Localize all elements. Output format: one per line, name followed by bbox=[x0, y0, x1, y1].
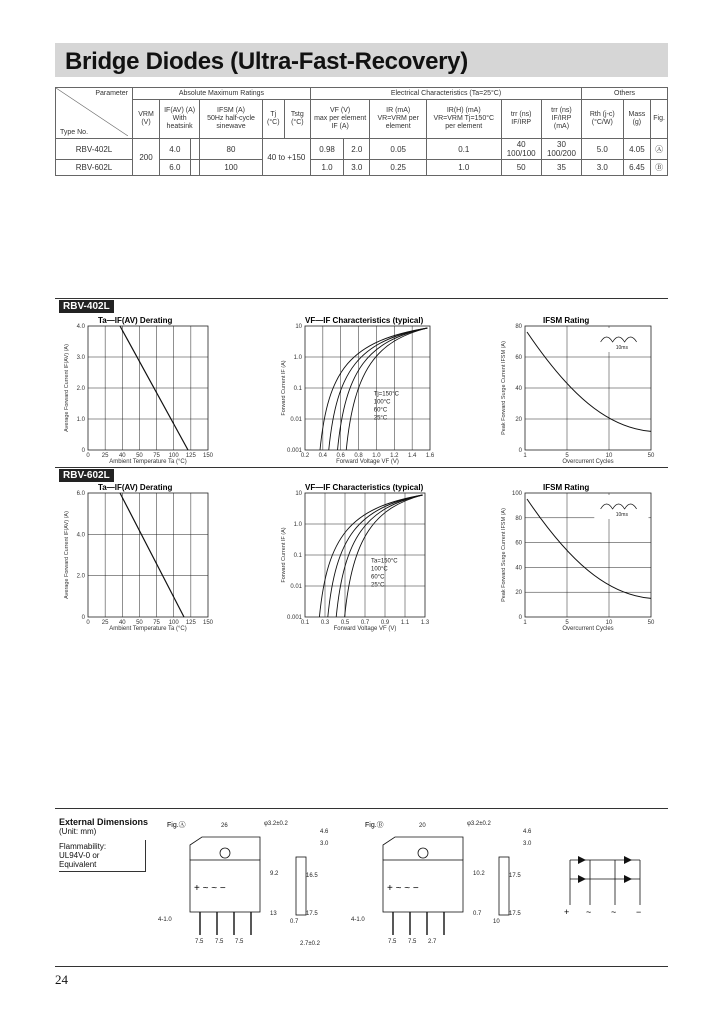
temp-shared: 40 to +150 bbox=[262, 139, 310, 176]
dimension-label: 17.5 bbox=[509, 873, 521, 879]
dimension-label: 7.5 bbox=[408, 939, 417, 945]
y-tick-label: 10 bbox=[295, 491, 302, 497]
chart-4 bbox=[281, 483, 430, 632]
col-rth: Rth (j-c) (°C/W) bbox=[582, 100, 623, 139]
inset-label: 10ms bbox=[615, 345, 628, 351]
x-tick-label: 0.9 bbox=[380, 620, 390, 626]
y-tick-label: 6.0 bbox=[76, 491, 85, 497]
chart-0 bbox=[64, 316, 214, 465]
diode-symbol bbox=[578, 856, 586, 864]
ext-title: External Dimensions bbox=[59, 817, 149, 827]
col-fig: Fig. bbox=[651, 100, 668, 139]
vf-curve bbox=[338, 328, 428, 450]
x-axis-label: Overcurrent Cycles bbox=[562, 626, 614, 632]
y-tick-label: 3.0 bbox=[76, 355, 85, 361]
x-tick-label: 0.3 bbox=[320, 620, 330, 626]
x-axis-label: Forward Voltage VF (V) bbox=[336, 459, 399, 465]
x-tick-label: 1.0 bbox=[372, 453, 381, 459]
side-view bbox=[499, 857, 509, 915]
dimension-label: 13 bbox=[270, 911, 277, 917]
group-others: Others bbox=[582, 88, 668, 100]
y-tick-label: 60 bbox=[515, 355, 522, 361]
x-tick-label: 0.8 bbox=[354, 453, 363, 459]
row-type: RBV-402L bbox=[56, 139, 133, 160]
chart-title: VF—IF Characteristics (typical) bbox=[305, 483, 424, 492]
col-ir: IR (mA) VR=VRM per element bbox=[370, 100, 427, 139]
y-axis-label: Peak Forward Surge Current IFSM (A) bbox=[501, 341, 507, 435]
chart-title: IFSM Rating bbox=[543, 483, 590, 492]
y-axis-label: Average Forward Current IF(AV) (A) bbox=[64, 511, 70, 599]
x-tick-label: 150 bbox=[202, 620, 214, 626]
x-tick-label: 10 bbox=[605, 453, 613, 459]
col-ifsm: IFSM (A) 50Hz half-cycle sinewave bbox=[200, 100, 263, 139]
terminal-ac2: ~ bbox=[611, 907, 617, 917]
polarity-label: + ~ ~ − bbox=[194, 883, 226, 894]
y-tick-label: 60 bbox=[515, 540, 522, 547]
x-tick-label: 100 bbox=[168, 453, 179, 459]
title-bar bbox=[55, 43, 668, 77]
y-tick-label: 100 bbox=[511, 491, 522, 497]
y-tick-label: 1.0 bbox=[76, 417, 85, 423]
y-tick-label: 1.0 bbox=[293, 355, 302, 361]
ext-unit: (Unit: mm) bbox=[59, 827, 97, 836]
side-view bbox=[296, 857, 306, 915]
x-axis-label: Ambient Temperature Ta (°C) bbox=[109, 459, 187, 465]
derating-line bbox=[120, 493, 184, 617]
col-trr2: trr (ns) IF/IRP (mA) bbox=[541, 100, 581, 139]
x-tick-label: 50 bbox=[136, 620, 143, 626]
x-tick-label: 75 bbox=[153, 453, 160, 459]
chart-5 bbox=[501, 483, 655, 632]
package-top bbox=[190, 837, 260, 860]
vf-curve bbox=[320, 328, 428, 450]
col-mass: Mass (g) bbox=[623, 100, 651, 139]
legend-label: Ta=150°C bbox=[371, 558, 398, 565]
x-tick-label: 40 bbox=[118, 620, 126, 626]
x-tick-label: 0.5 bbox=[340, 620, 350, 626]
terminal-minus: − bbox=[636, 907, 642, 917]
y-tick-label: 80 bbox=[515, 324, 522, 330]
col-tj: Tj (°C) bbox=[262, 100, 284, 139]
dimension-label: 4.6 bbox=[320, 829, 329, 835]
dimension-label: 2.7 bbox=[428, 939, 437, 945]
vf-curve bbox=[329, 328, 428, 450]
x-tick-label: 1.3 bbox=[420, 620, 430, 626]
legend-label: 25°C bbox=[373, 415, 388, 422]
y-axis-label: Forward Current IF (A) bbox=[281, 360, 287, 416]
col-trr: trr (ns) IF/IRP bbox=[501, 100, 541, 139]
chart-title: Ta—IF(AV) Derating bbox=[98, 316, 173, 325]
col-tstg: Tstg (°C) bbox=[284, 100, 310, 139]
dimension-label: 4-1.0 bbox=[158, 917, 172, 923]
dimension-label: 0.7 bbox=[473, 911, 482, 917]
trr-cell: 40 100/100 bbox=[501, 139, 541, 160]
dimension-label: 2.7±0.2 bbox=[300, 941, 320, 947]
col-vrm: VRM (V) bbox=[133, 100, 160, 139]
y-tick-label: 0.001 bbox=[286, 615, 302, 621]
x-tick-label: 0.7 bbox=[360, 620, 370, 626]
dimension-label: 9.2 bbox=[270, 871, 279, 877]
x-tick-label: 0 bbox=[86, 620, 90, 626]
x-tick-label: 40 bbox=[118, 453, 126, 459]
trr2-cell: 30 100/200 bbox=[541, 139, 581, 160]
group-abs: Absolute Maximum Ratings bbox=[133, 88, 311, 100]
y-tick-label: 40 bbox=[515, 565, 522, 572]
x-tick-label: 0 bbox=[86, 453, 90, 459]
row-type: RBV-602L bbox=[56, 160, 133, 176]
x-tick-label: 100 bbox=[168, 620, 179, 626]
y-tick-label: 0.001 bbox=[286, 448, 302, 454]
package-outline bbox=[351, 821, 532, 945]
y-tick-label: 20 bbox=[515, 417, 522, 423]
section-rule-3 bbox=[55, 808, 668, 809]
mounting-hole bbox=[418, 848, 428, 858]
x-tick-label: 1.6 bbox=[425, 453, 435, 459]
x-tick-label: 1 bbox=[523, 620, 527, 626]
ext-flammability: Flammability: bbox=[59, 842, 107, 851]
x-tick-label: 5 bbox=[565, 620, 569, 626]
section-label-402: RBV-402L bbox=[59, 300, 114, 313]
dimension-label: 10.2 bbox=[473, 871, 485, 877]
legend-label: 25°C bbox=[371, 582, 385, 589]
x-tick-label: 1.1 bbox=[400, 620, 410, 626]
inset-label: 10ms bbox=[615, 512, 628, 518]
vf-curve bbox=[328, 495, 423, 617]
y-tick-label: 0 bbox=[81, 615, 85, 621]
spec-table: Parameter Type No. Absolute Maximum Ratings Electrical Characteristics (Ta=25°C) Others VRM (V) IF(AV) (A) With heatsink IFSM (A) 50Hz half-cycle sinewave Tj (°C) Tstg (°C) VF (V) max per element IF (A) IR (mA) VR=VRM per element IR(H) (mA) VR=VRM Tj=150°C per element trr (ns) IF/IRP trr (ns) IF/IRP (mA) Rth (j-c) (°C/W) Mass (g) Fig. RBV-402L 200 4.0 80 40 to +150 0.98 2.0 0.05 0.1 40 100/100 30 100/200 5.0 4.05 Ⓐ RBV-602L 6.0 100 1.0 3.0 0.25 1.0 50 35 3.0 6.45 Ⓑ bbox=[55, 87, 668, 176]
y-tick-label: 0.1 bbox=[293, 386, 302, 392]
y-tick-label: 0 bbox=[81, 448, 85, 454]
x-tick-label: 1.4 bbox=[407, 453, 417, 459]
x-tick-label: 75 bbox=[153, 620, 160, 626]
plot-frame bbox=[88, 493, 208, 617]
dimensions-drawing bbox=[0, 815, 720, 955]
y-tick-label: 10 bbox=[295, 324, 302, 330]
x-tick-label: 1 bbox=[523, 453, 527, 459]
table-corner: Parameter Type No. bbox=[56, 88, 133, 139]
dimension-label: 10 bbox=[493, 919, 500, 925]
page-title: Bridge Diodes (Ultra-Fast-Recovery) bbox=[65, 48, 468, 75]
dimension-label: φ3.2±0.2 bbox=[467, 821, 491, 827]
y-tick-label: 4.0 bbox=[76, 532, 85, 539]
dimension-label: 7.5 bbox=[195, 939, 204, 945]
section-label-602: RBV-602L bbox=[59, 469, 114, 482]
polarity-label: + ~ ~ − bbox=[387, 883, 419, 894]
legend-label: 60°C bbox=[371, 574, 385, 581]
dimension-label: 4-1.0 bbox=[351, 917, 365, 923]
y-tick-label: 40 bbox=[515, 386, 522, 392]
y-tick-label: 2.0 bbox=[76, 386, 85, 392]
vf-curve bbox=[336, 495, 422, 617]
legend-label: 100°C bbox=[373, 399, 391, 406]
x-tick-label: 5 bbox=[565, 453, 569, 459]
dimension-label: 17.5 bbox=[509, 911, 521, 917]
dimension-label: 3.0 bbox=[523, 841, 532, 847]
x-tick-label: 1.2 bbox=[390, 453, 399, 459]
y-axis-label: Forward Current IF (A) bbox=[281, 527, 287, 583]
dimension-label: 20 bbox=[419, 823, 426, 829]
dimension-label: 7.5 bbox=[235, 939, 244, 945]
page-number: 24 bbox=[55, 972, 68, 987]
dimension-label: 3.0 bbox=[320, 841, 329, 847]
chart-2 bbox=[501, 316, 655, 465]
diode-symbol bbox=[578, 875, 586, 883]
x-axis-label: Ambient Temperature Ta (°C) bbox=[109, 626, 187, 632]
x-tick-label: 50 bbox=[647, 453, 655, 459]
dimension-label: 26 bbox=[221, 823, 228, 829]
dimension-label: 16.5 bbox=[306, 873, 318, 879]
mounting-hole bbox=[220, 848, 230, 858]
terminal-plus: + bbox=[564, 907, 570, 917]
legend-label: Tj=150°C bbox=[373, 391, 399, 398]
section-rule-1 bbox=[55, 298, 668, 299]
x-tick-label: 150 bbox=[202, 453, 214, 459]
fig-b-label: Fig.Ⓑ bbox=[365, 822, 384, 829]
package-outline bbox=[158, 821, 329, 947]
col-vf: VF (V) max per element IF (A) bbox=[310, 100, 370, 139]
x-tick-label: 50 bbox=[647, 620, 655, 626]
vf-curve bbox=[319, 495, 422, 617]
terminal-ac1: ~ bbox=[586, 907, 592, 917]
charts-canvas bbox=[0, 300, 720, 770]
y-tick-label: 0 bbox=[518, 448, 522, 454]
dimension-label: 4.6 bbox=[523, 829, 532, 835]
y-tick-label: 2.0 bbox=[76, 573, 85, 580]
vrm-shared: 200 bbox=[133, 139, 160, 176]
bridge-schematic bbox=[564, 856, 641, 917]
col-irh: IR(H) (mA) VR=VRM Tj=150°C per element bbox=[427, 100, 502, 139]
chart-3 bbox=[64, 483, 214, 632]
vf-curve bbox=[345, 495, 423, 617]
y-tick-label: 4.0 bbox=[76, 324, 85, 330]
y-axis-label: Peak Forward Surge Current IFSM (A) bbox=[501, 508, 507, 602]
diode-symbol bbox=[624, 875, 632, 883]
y-tick-label: 0.01 bbox=[290, 417, 302, 423]
dimension-label: φ3.2±0.2 bbox=[264, 821, 288, 827]
y-axis-label: Average Forward Current IF(AV) (A) bbox=[64, 344, 70, 432]
x-axis-label: Forward Voltage VF (V) bbox=[333, 626, 397, 632]
x-tick-label: 0.1 bbox=[300, 620, 310, 626]
chart-title: Ta—IF(AV) Derating bbox=[98, 483, 173, 492]
x-tick-label: 0.4 bbox=[318, 453, 328, 459]
col-io: IF(AV) (A) With heatsink bbox=[160, 100, 200, 139]
chart-1 bbox=[281, 316, 435, 465]
ext-ul: UL94V-0 or Equivalent bbox=[59, 851, 100, 869]
x-tick-label: 0.6 bbox=[336, 453, 345, 459]
x-axis-label: Overcurrent Cycles bbox=[562, 459, 614, 465]
footer-rule bbox=[55, 966, 668, 967]
x-tick-label: 125 bbox=[185, 453, 196, 459]
chart-title: VF—IF Characteristics (typical) bbox=[305, 316, 424, 325]
x-tick-label: 25 bbox=[101, 620, 109, 626]
y-tick-label: 1.0 bbox=[293, 522, 302, 528]
y-tick-label: 0.01 bbox=[290, 584, 302, 590]
x-tick-label: 125 bbox=[185, 620, 196, 626]
dimension-label: 0.7 bbox=[290, 919, 299, 925]
y-tick-label: 0 bbox=[518, 615, 522, 621]
y-tick-label: 80 bbox=[515, 515, 522, 522]
x-tick-label: 10 bbox=[605, 620, 613, 626]
group-elec: Electrical Characteristics (Ta=25°C) bbox=[310, 88, 581, 100]
x-tick-label: 25 bbox=[101, 453, 109, 459]
chart-title: IFSM Rating bbox=[543, 316, 590, 325]
x-tick-label: 0.2 bbox=[300, 453, 310, 459]
fig-a-label: Fig.Ⓐ bbox=[167, 822, 186, 829]
dimension-label: 7.5 bbox=[388, 939, 397, 945]
dimension-label: 7.5 bbox=[215, 939, 224, 945]
x-tick-label: 50 bbox=[136, 453, 143, 459]
legend-label: 100°C bbox=[371, 566, 388, 573]
dimension-label: 17.5 bbox=[306, 911, 318, 917]
y-tick-label: 20 bbox=[515, 590, 522, 597]
diode-symbol bbox=[624, 856, 632, 864]
legend-label: 60°C bbox=[373, 407, 388, 414]
y-tick-label: 0.1 bbox=[293, 553, 302, 559]
package-top bbox=[383, 837, 463, 860]
